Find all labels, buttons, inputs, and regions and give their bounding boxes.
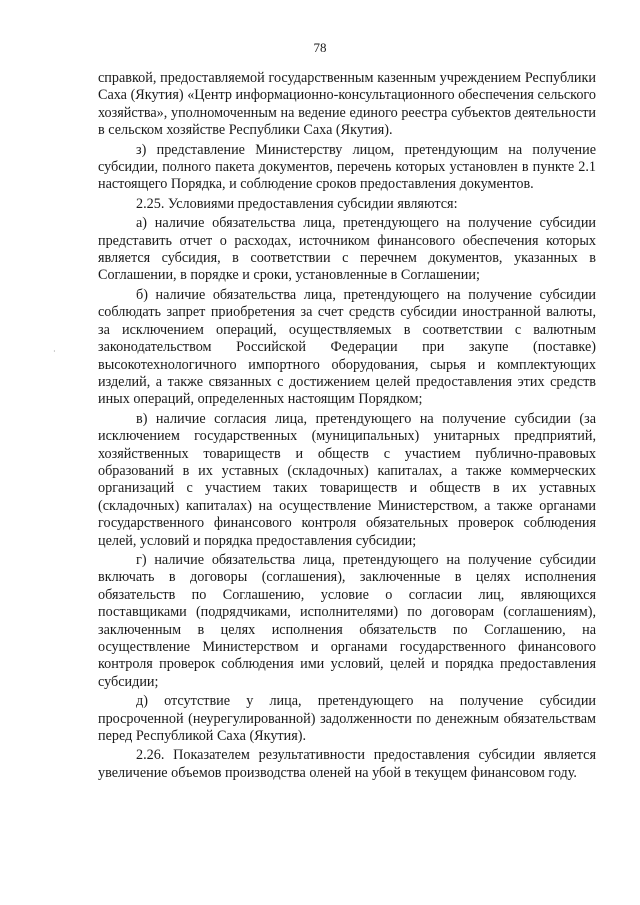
paragraph-item-a: а) наличие обязательства лица, претендующего на получение субсидии представить отчет о расходах, источником финансового обеспечения которых является субсидия, в соответствии с перечнем документов, указанных в Соглашении, в порядке и сроки, установленные в Соглашении;: [98, 215, 596, 284]
paragraph-clause-2-25: 2.25. Условиями предоставления субсидии являются:: [136, 195, 458, 212]
paragraph-item-v: в) наличие согласия лица, претендующего на получение субсидии (за исключением государственных (муниципальных) унитарных предприятий, хозяйственных товариществ и обществ с участием публично-правовых образований в их уставных (складочных) капиталах, а также коммерческих организаций с участием таких товариществ и обществ в их уставных (складочных) капиталах) на осуществление Министерством, а также органами государственного финансового контроля обязательных проверок соблюдения целей, условий и порядка предоставления субсидии;: [98, 410, 596, 549]
page-number: 78: [313, 40, 327, 55]
paragraph-item-g: г) наличие обязательства лица, претендующего на получение субсидии включать в договоры (соглашения), заключенные в целях исполнения обязательств по Соглашению, условие о согласии лиц, являющихся поставщиками (подрядчиками, исполнителями) по договорам (соглашениям), заключенным в целях исполнения обязательств по Соглашению, на осуществление Министерством и органами государственного финансового контроля проверок соблюдения ими условий, целей и порядка предоставления субсидии;: [98, 551, 596, 690]
margin-mark: ·: [53, 347, 56, 356]
document-body: [98, 70, 596, 784]
paragraph-continuation: справкой, предоставляемой государственным казенным учреждением Республики Саха (Якутия) «Центр информационно-консультационного обеспечения сельского хозяйства», уполномоченным на ведение единого реестра субъектов деятельности в сельском хозяйстве Республики Саха (Якутия).: [98, 70, 596, 139]
paragraph-item-d: д) отсутствие у лица, претендующего на получение субсидии просроченной (неурегулированной) задолженности по денежным обязательствам перед Республикой Саха (Якутия).: [98, 693, 596, 745]
paragraph-item-z: з) представление Министерству лицом, претендующим на получение субсидии, полного пакета документов, перечень которых установлен в пункте 2.1 настоящего Порядка, и соблюдение сроков предоставления документов.: [98, 141, 596, 193]
paragraph-clause-2-26: 2.26. Показателем результативности предоставления субсидии является увеличение объемов производства оленей на убой в текущем финансовом году.: [98, 747, 596, 781]
paragraph-item-b: б) наличие обязательства лица, претендующего на получение субсидии соблюдать запрет приобретения за счет средств субсидии иностранной валюты, за исключением операций, осуществляемых в соответствии с валютным законодательством Российской Федерации при закупе (поставке) высокотехнологичного импортного оборудования, сырья и комплектующих изделий, а также связанных с достижением целей предоставления этих средств иных операций, определенных настоящим Порядком;: [98, 286, 596, 408]
